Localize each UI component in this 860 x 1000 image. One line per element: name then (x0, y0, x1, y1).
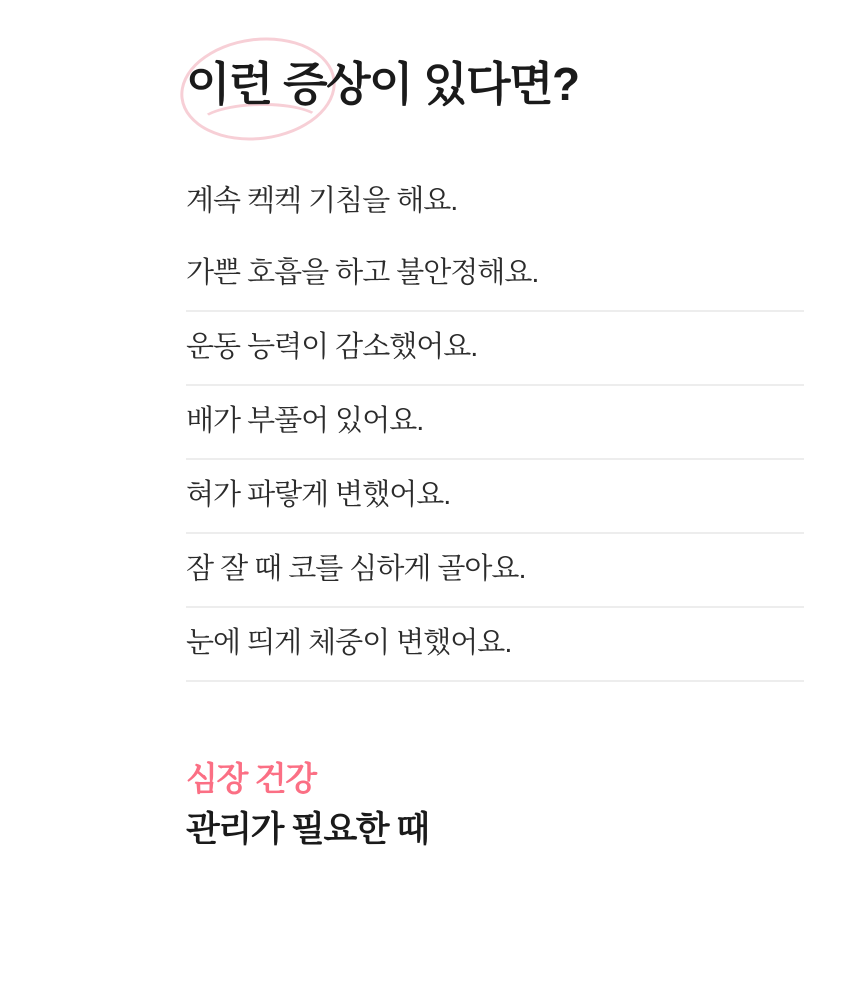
list-item: 배가 부풀어 있어요. (186, 402, 804, 460)
list-item: 계속 켁켁 기침을 해요. (186, 184, 458, 217)
list-item: 혀가 파랗게 변했어요. (186, 476, 804, 534)
page-title: 이런 증상이 있다면? (186, 58, 579, 110)
list-item: 운동 능력이 감소했어요. (186, 328, 804, 386)
footer-message (186, 758, 804, 852)
list-item: 잠 잘 때 코를 심하게 골아요. (186, 550, 804, 608)
heading-section (186, 0, 804, 114)
footer-main-text: 관리가 필요한 때 (186, 810, 429, 850)
symptom-list (186, 182, 804, 683)
list-item: 가쁜 호흡을 하고 불안정해요. (186, 254, 804, 312)
list-item: 눈에 띄게 체중이 변했어요. (186, 624, 804, 682)
footer-accent-text: 심장 건강 (186, 760, 316, 798)
